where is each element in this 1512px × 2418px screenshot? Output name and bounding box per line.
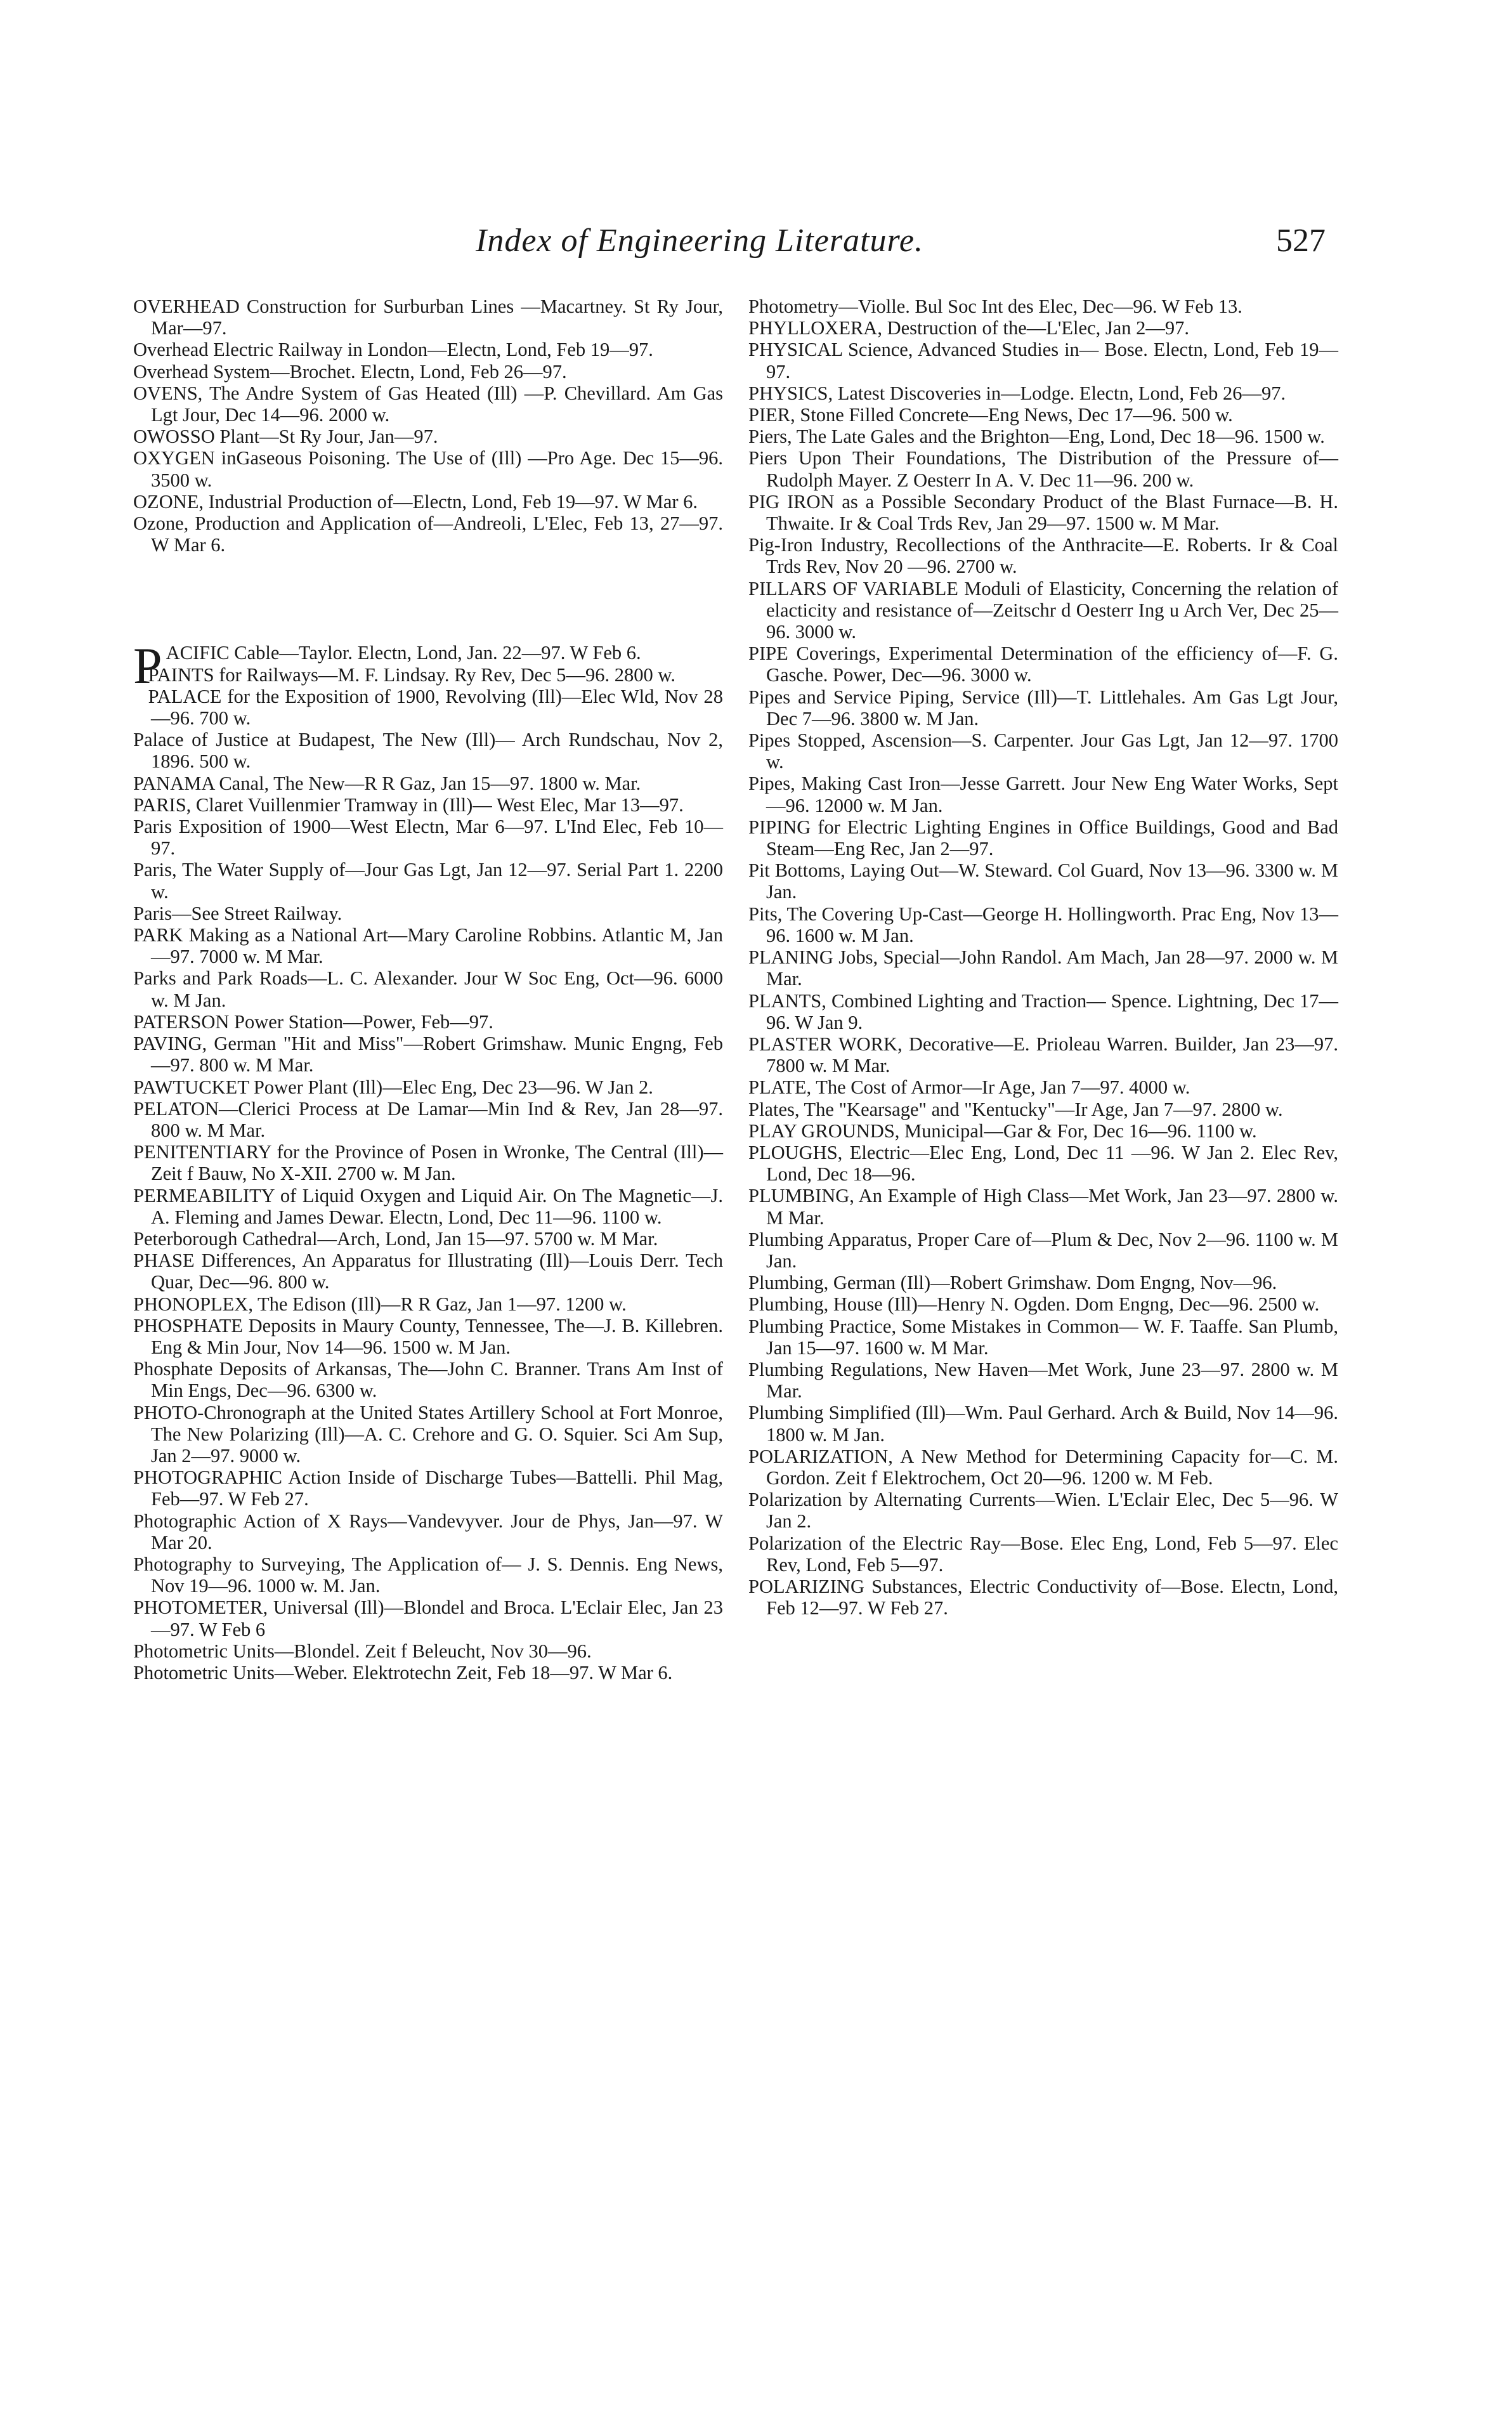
index-entry: OVERHEAD Construction for Surburban Lines —Macartney. St Ry Jour, Mar—97. (133, 296, 723, 339)
index-entry: PLANING Jobs, Special—John Randol. Am Mach, Jan 28—97. 2000 w. M Mar. (748, 946, 1338, 990)
index-entry: Photographic Action of X Rays—Vandevyver. Jour de Phys, Jan—97. W Mar 20. (133, 1510, 723, 1553)
index-entry: Parks and Park Roads—L. C. Alexander. Jour W Soc Eng, Oct—96. 6000 w. M Jan. (133, 967, 723, 1011)
right-column (748, 296, 1338, 1619)
index-entry: Pipes Stopped, Ascension—S. Carpenter. Jour Gas Lgt, Jan 12—97. 1700 w. (748, 729, 1338, 773)
index-entry: PALACE for the Exposition of 1900, Revolving (Ill)—Elec Wld, Nov 28—96. 700 w. (148, 685, 723, 729)
index-entry: Pits, The Covering Up-Cast—George H. Hollingworth. Prac Eng, Nov 13—96. 1600 w. M Jan. (748, 903, 1338, 946)
index-entry: Overhead System—Brochet. Electn, Lond, Feb 26—97. (133, 360, 567, 382)
index-entry: PHYSICS, Latest Discoveries in—Lodge. Electn, Lond, Feb 26—97. (748, 382, 1286, 404)
index-entry: Palace of Justice at Budapest, The New (Ill)— Arch Rundschau, Nov 2, 1896. 500 w. (133, 729, 723, 773)
index-entry: PHASE Differences, An Apparatus for Illustrating (Ill)—Louis Derr. Tech Quar, Dec—96. 800 w. (133, 1250, 723, 1293)
index-entry: OVENS, The Andre System of Gas Heated (Ill) —P. Chevillard. Am Gas Lgt Jour, Dec 14—96. 2000 w. (133, 382, 723, 426)
index-entry: Photometry—Violle. Bul Soc Int des Elec, Dec—96. W Feb 13. (748, 296, 1242, 317)
index-entry: POLARIZATION, A New Method for Determining Capacity for—C. M. Gordon. Zeit f Elektrochem, Oct 20—96. 1200 w. M Feb. (748, 1445, 1338, 1489)
index-entry: Plumbing Regulations, New Haven—Met Work, June 23—97. 2800 w. M Mar. (748, 1358, 1338, 1402)
index-entry: Photometric Units—Weber. Elektrotechn Zeit, Feb 18—97. W Mar 6. (133, 1661, 673, 1683)
index-entry: PHOTOMETER, Universal (Ill)—Blondel and Broca. L'Eclair Elec, Jan 23—97. W Feb 6 (133, 1597, 723, 1640)
section-break (133, 556, 723, 642)
index-entry: Piers, The Late Gales and the Brighton—Eng, Lond, Dec 18—96. 1500 w. (748, 426, 1325, 448)
index-entry: Piers Upon Their Foundations, The Distribution of the Pressure of—Rudolph Mayer. Z Oesterr In A. V. Dec 11—96. 200 w. (748, 447, 1338, 491)
index-entry: Plates, The "Kearsage" and "Kentucky"—Ir Age, Jan 7—97. 2800 w. (748, 1098, 1283, 1120)
index-entry: PLASTER WORK, Decorative—E. Prioleau Warren. Builder, Jan 23—97. 7800 w. M Mar. (748, 1033, 1338, 1077)
index-entry: PLANTS, Combined Lighting and Traction— Spence. Lightning, Dec 17—96. W Jan 9. (748, 990, 1338, 1033)
index-entry: Paris Exposition of 1900—West Electn, Mar 6—97. L'Ind Elec, Feb 10—97. (133, 816, 723, 859)
index-entry: PENITENTIARY for the Province of Posen in Wronke, The Central (Ill)—Zeit f Bauw, No X-XII. 2700 w. M Jan. (133, 1141, 723, 1185)
index-entry: Polarization of the Electric Ray—Bose. Elec Eng, Lond, Feb 5—97. Elec Rev, Lond, Feb 5—97. (748, 1532, 1338, 1576)
index-entry: Plumbing Apparatus, Proper Care of—Plum & Dec, Nov 2—96. 1100 w. M Jan. (748, 1228, 1338, 1272)
index-entry: Phosphate Deposits of Arkansas, The—John C. Branner. Trans Am Inst of Min Engs, Dec—96. 6300 w. (133, 1358, 723, 1402)
index-entry: PLUMBING, An Example of High Class—Met Work, Jan 23—97. 2800 w. M Mar. (748, 1185, 1338, 1229)
left-column (133, 296, 723, 1683)
index-entry: Paris—See Street Railway. (133, 902, 342, 924)
index-entry: Ozone, Production and Application of—Andreoli, L'Elec, Feb 13, 27—97. W Mar 6. (133, 513, 723, 556)
index-entry: PHONOPLEX, The Edison (Ill)—R R Gaz, Jan 1—97. 1200 w. (133, 1293, 627, 1315)
index-entry: OXYGEN inGaseous Poisoning. The Use of (Ill) —Pro Age. Dec 15—96. 3500 w. (133, 447, 723, 491)
index-entry: PANAMA Canal, The New—R R Gaz, Jan 15—97. 1800 w. Mar. (133, 772, 641, 794)
index-entry: PILLARS OF VARIABLE Moduli of Elasticity, Concerning the relation of elacticity and resistance of—Zeitschr d Oesterr Ing u Arch Ver, Dec 25—96. 3000 w. (748, 577, 1338, 643)
index-entry: POLARIZING Substances, Electric Conductivity of—Bose. Electn, Lond, Feb 12—97. W Feb 27. (748, 1575, 1338, 1619)
index-entries-p (133, 664, 723, 1684)
index-entry: Paris, The Water Supply of—Jour Gas Lgt, Jan 12—97. Serial Part 1. 2200 w. (133, 859, 723, 903)
index-entry: OWOSSO Plant—St Ry Jour, Jan—97. (133, 426, 438, 448)
index-entry: Pig-Iron Industry, Recollections of the Anthracite—E. Roberts. Ir & Coal Trds Rev, Nov 20 —96. 2700 w. (748, 534, 1338, 578)
index-entry: Pipes, Making Cast Iron—Jesse Garrett. Jour New Eng Water Works, Sept—96. 12000 w. M Jan. (748, 773, 1338, 816)
index-entry: PLOUGHS, Electric—Elec Eng, Lond, Dec 11 —96. W Jan 2. Elec Rev, Lond, Dec 18—96. (748, 1141, 1338, 1186)
index-entry: PIPING for Electric Lighting Engines in Office Buildings, Good and Bad Steam—Eng Rec, Jan 2—97. (748, 816, 1338, 860)
index-entry: PERMEABILITY of Liquid Oxygen and Liquid Air. On The Magnetic—J. A. Fleming and James Dewar. Electn, Lond, Dec 11—96. 1100 w. (133, 1184, 723, 1228)
index-entry: PHOTOGRAPHIC Action Inside of Discharge Tubes—Battelli. Phil Mag, Feb—97. W Feb 27. (133, 1467, 723, 1510)
index-entry: Plumbing, German (Ill)—Robert Grimshaw. Dom Engng, Nov—96. (748, 1272, 1277, 1294)
index-entry: PAINTS for Railways—M. F. Lindsay. Ry Rev, Dec 5—96. 2800 w. (148, 663, 675, 686)
index-entries-o (133, 296, 723, 556)
index-entry: Plumbing Simplified (Ill)—Wm. Paul Gerhard. Arch & Build, Nov 14—96. 1800 w. M Jan. (748, 1402, 1338, 1446)
dropcap-entry-text: ACIFIC Cable—Taylor. Electn, Lond, Jan. 22—97. W Feb 6. (166, 642, 641, 664)
page-number: 527 (1276, 223, 1326, 259)
index-entry: PHYLLOXERA, Destruction of the—L'Elec, Jan 2—97. (748, 317, 1190, 339)
index-entry: PAVING, German "Hit and Miss"—Robert Grimshaw. Munic Engng, Feb—97. 800 w. M Mar. (133, 1033, 723, 1076)
index-entry: Peterborough Cathedral—Arch, Lond, Jan 15—97. 5700 w. M Mar. (133, 1227, 658, 1250)
dropcap-letter: P (133, 637, 162, 695)
index-entry: Plumbing Practice, Some Mistakes in Common— W. F. Taaffe. San Plumb, Jan 15—97. 1600 w. M Mar. (748, 1315, 1338, 1359)
index-entry: PELATON—Clerici Process at De Lamar—Min Ind & Rev, Jan 28—97. 800 w. M Mar. (133, 1097, 723, 1141)
index-entry: PLAY GROUNDS, Municipal—Gar & For, Dec 16—96. 1100 w. (748, 1120, 1257, 1142)
index-entry: OZONE, Industrial Production of—Electn, Lond, Feb 19—97. W Mar 6. (133, 490, 698, 513)
index-entry: PHOTO-Chronograph at the United States Artillery School at Fort Monroe, The New Polarizing (Ill)—A. C. Crehore and G. O. Squier. Sci Am Sup, Jan 2—97. 9000 w. (133, 1401, 723, 1467)
index-entry: Photography to Surveying, The Application of— J. S. Dennis. Eng News, Nov 19—96. 1000 w. M. Jan. (133, 1553, 723, 1597)
index-entry: Overhead Electric Railway in London—Electn, Lond, Feb 19—97. (133, 339, 653, 361)
index-entry: Pit Bottoms, Laying Out—W. Steward. Col Guard, Nov 13—96. 3300 w. M Jan. (748, 859, 1338, 903)
index-entry: PATERSON Power Station—Power, Feb—97. (133, 1010, 493, 1033)
page-header (133, 222, 1326, 279)
index-entry: PARIS, Claret Vuillenmier Tramway in (Ill)— West Elec, Mar 13—97. (133, 794, 684, 816)
index-entry: PLATE, The Cost of Armor—Ir Age, Jan 7—97. 4000 w. (748, 1076, 1190, 1099)
index-entry: PAWTUCKET Power Plant (Ill)—Elec Eng, Dec 23—96. W Jan 2. (133, 1076, 653, 1098)
index-entry: PHYSICAL Science, Advanced Studies in— Bose. Electn, Lond, Feb 19—97. (748, 339, 1338, 382)
index-entry: Plumbing, House (Ill)—Henry N. Ogden. Dom Engng, Dec—96. 2500 w. (748, 1293, 1320, 1316)
index-entry: Photometric Units—Blondel. Zeit f Beleucht, Nov 30—96. (133, 1640, 592, 1662)
index-entry: Polarization by Alternating Currents—Wien. L'Eclair Elec, Dec 5—96. W Jan 2. (748, 1489, 1338, 1532)
index-entry: PHOSPHATE Deposits in Maury County, Tennessee, The—J. B. Killebren. Eng & Min Jour, Nov 14—96. 1500 w. M Jan. (133, 1314, 723, 1358)
index-entry: PIG IRON as a Possible Secondary Product of the Blast Furnace—B. H. Thwaite. Ir & Coal Trds Rev, Jan 29—97. 1500 w. M Mar. (748, 490, 1338, 535)
index-entry: Pipes and Service Piping, Service (Ill)—T. Littlehales. Am Gas Lgt Jour, Dec 7—96. 3800 w. M Jan. (748, 686, 1338, 729)
running-title: Index of Engineering Literature. (476, 223, 923, 259)
index-entry: PIPE Coverings, Experimental Determination of the efficiency of—F. G. Gasche. Power, Dec—96. 3000 w. (748, 643, 1338, 686)
index-entry: PIER, Stone Filled Concrete—Eng News, Dec 17—96. 500 w. (748, 404, 1233, 426)
index-entry: PARK Making as a National Art—Mary Caroline Robbins. Atlantic M, Jan—97. 7000 w. M Mar. (133, 924, 723, 968)
